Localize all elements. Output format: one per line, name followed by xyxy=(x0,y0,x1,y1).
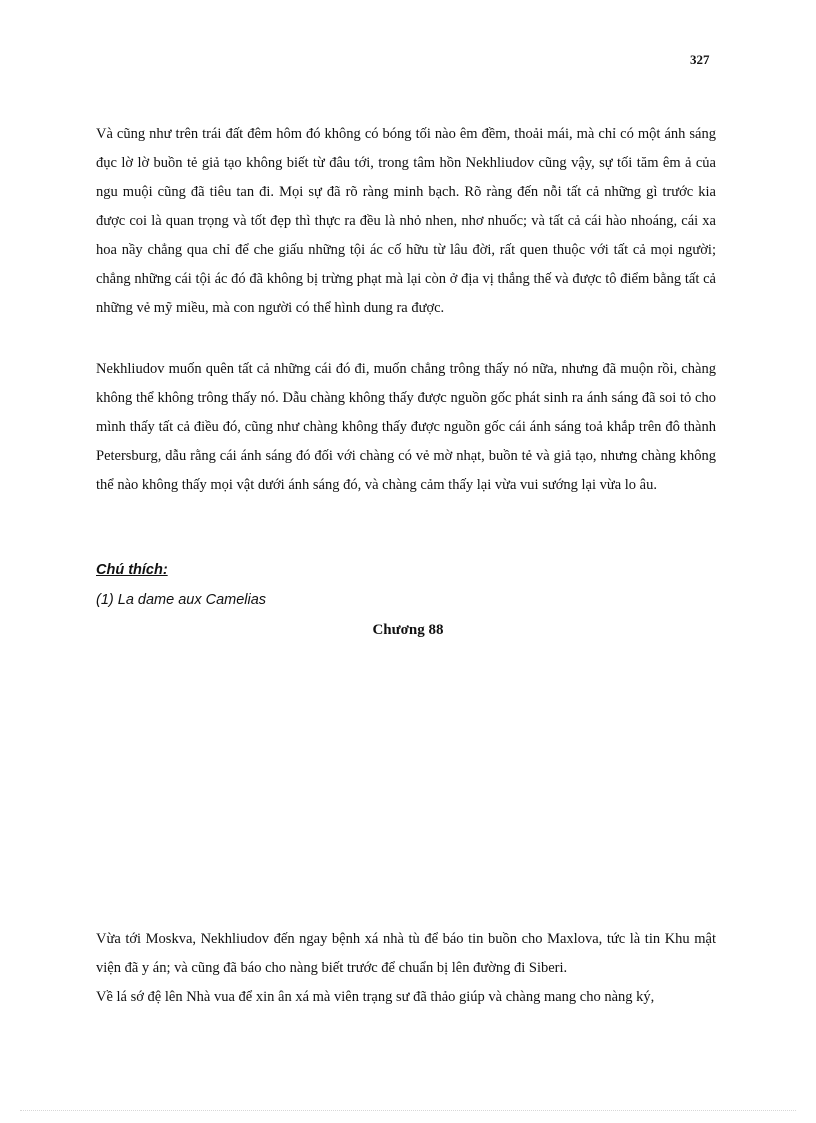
chapter-title: Chương 88 xyxy=(372,622,444,638)
page-number: 327 xyxy=(690,52,710,67)
paragraph: Và cũng như trên trái đất đêm hôm đó không có bóng tối nào êm đềm, thoải mái, mà chỉ có một ánh sáng đục lờ lờ buồn tẻ giả tạo không biết từ đâu tới, trong tâm hồn Nekhliudov cũng vậy, sự tối tăm êm ả của ngu muội cũng đã tiêu tan đi. Mọi sự đã rõ ràng minh bạch. Rõ ràng đến nỗi tất cả những gì trước kia được coi là quan trọng và tốt đẹp thì thực ra đều là nhỏ nhen, nhơ nhuốc; và tất cả cái hào nhoáng, cái xa hoa nầy chẳng qua chỉ để che giấu những tội ác cố hữu từ lâu đời, rất quen thuộc với tất cả mọi người; chẳng những cái tội ác đó đã không bị trừng phạt mà lại còn ở địa vị thắng thế và được tô điểm bằng tất cả những vẻ mỹ miều, mà con người có thể hình dung ra được. xyxy=(96,126,716,316)
paragraph: Vừa tới Moskva, Nekhliudov đến ngay bệnh xá nhà tù để báo tin buồn cho Maxlova, tức là tin Khu mật viện đã y án; và cũng đã báo cho nàng biết trước để chuẩn bị lên đường đi Siberi. xyxy=(96,931,716,976)
footnote-title: Chú thích: xyxy=(96,562,168,578)
paragraph: Nekhliudov muốn quên tất cả những cái đó đi, muốn chẳng trông thấy nó nữa, nhưng đã muộn rồi, chàng không thể không trông thấy nó. Dẫu chàng không thấy được nguồn gốc phát sinh ra ánh sáng đã soi tỏ cho mình thấy tất cả điều đó, cũng như chàng không thấy được nguồn gốc cái ánh sáng toả khắp trên đô thành Petersburg, dẫu rằng cái ánh sáng đó đối với chàng có vẻ mờ nhạt, buồn tẻ và giả tạo, nhưng chàng không thể nào không thấy mọi vật dưới ánh sáng đó, và chàng cảm thấy lại vừa vui sướng lại vừa lo âu. xyxy=(96,361,716,493)
bottom-divider xyxy=(20,1110,796,1111)
body-text-block-2 xyxy=(96,355,716,500)
body-text-block-1 xyxy=(96,120,716,323)
body-text-block-3 xyxy=(96,925,716,1012)
footnote-item: (1) La dame aux Camelias xyxy=(96,592,267,608)
paragraph: Về lá sớ đệ lên Nhà vua để xin ân xá mà viên trạng sư đã thảo giúp và chàng mang cho nàng ký, xyxy=(96,989,655,1005)
